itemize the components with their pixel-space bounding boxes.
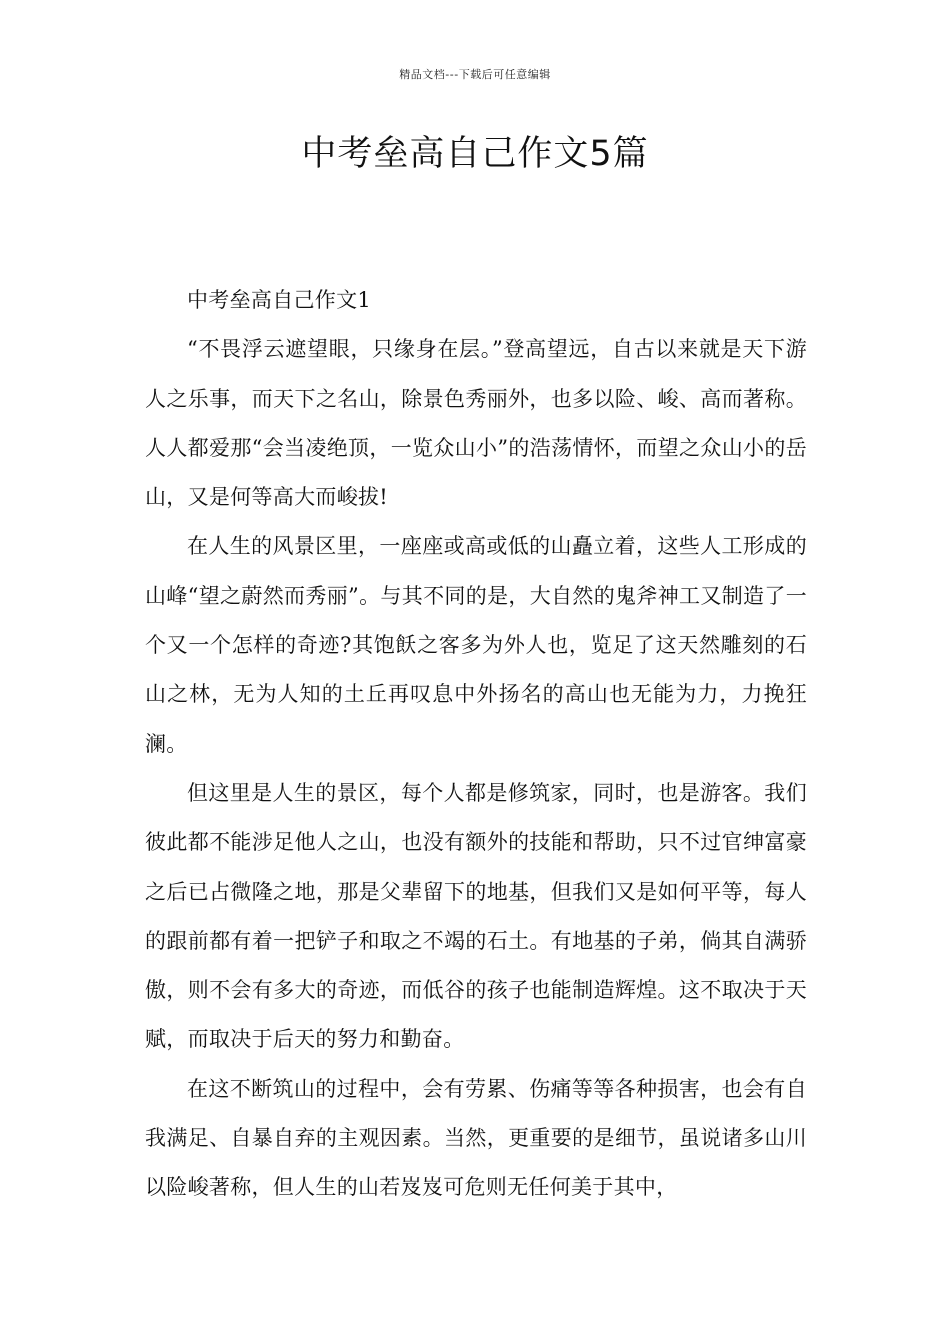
document-title: 中考垒高自己作文5篇 [301,134,649,174]
paragraph: 在人生的风景区里，一座座或高或低的山矗立着，这些人工形成的山峰“望之蔚然而秀丽”。与其不同的是，大自然的鬼斧神工又制造了一个又一个怎样的奇迹?其饱飫之客多为外人也，览足了这天然雕刻的石山之林，无为人知的土丘再叹息中外扬名的高山也无能为力，力挽狂澜。 [145,534,807,756]
header-note: 精品文档---下载后可任意编辑 [399,68,551,81]
section-heading: 中考垒高自己作文1 [187,288,372,312]
paragraph: 但这里是人生的景区，每个人都是修筑家，同时，也是游客。我们彼此都不能涉足他人之山，也没有额外的技能和帮助，只不过官绅富豪之后已占微隆之地，那是父辈留下的地基，但我们又是如何平等，每人的跟前都有着一把铲子和取之不竭的石土。有地基的子弟，倘其自满骄傲，则不会有多大的奇迹，而低谷的孩子也能制造辉煌。这不取决于天赋，而取决于后天的努力和勤奋。 [145,780,807,1052]
paragraph: “不畏浮云遮望眼，只缘身在层。”登高望远，自古以来就是天下游人之乐事，而天下之名山，除景色秀丽外，也多以险、峻、高而著称。人人都爱那“会当凌绝顶，一览众山小”的浩荡情怀，而望之众山小的岳山，又是何等高大而峻拔! [145,337,807,510]
document-body [145,276,807,1213]
paragraph: 在这不断筑山的过程中，会有劳累、伤痛等等各种损害，也会有自我满足、自暴自弃的主观因素。当然，更重要的是细节，虽说诸多山川以险峻著称，但人生的山若岌岌可危则无任何美于其中， [145,1076,807,1200]
